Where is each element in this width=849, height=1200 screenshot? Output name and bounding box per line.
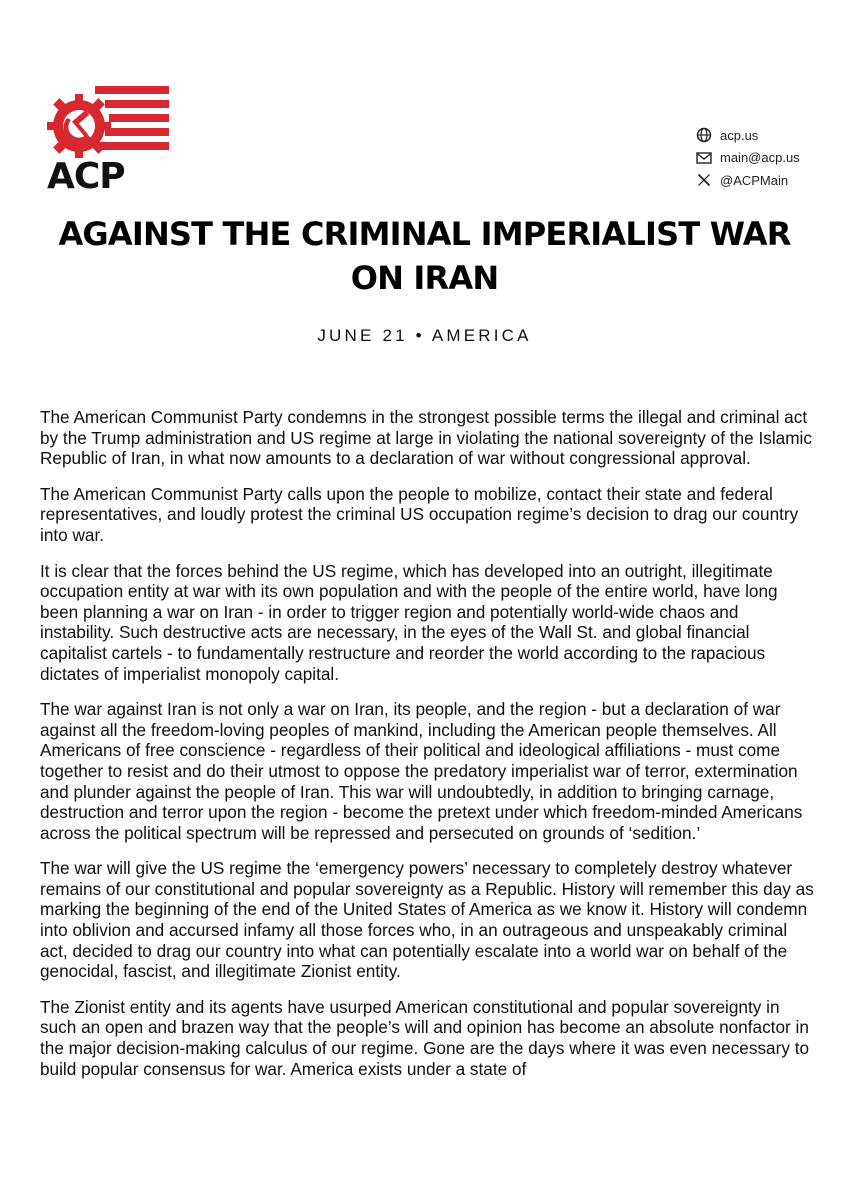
title-line-1: AGAINST THE CRIMINAL IMPERIALIST WAR xyxy=(58,215,791,253)
contact-email-text[interactable]: main@acp.us xyxy=(720,150,800,166)
page-title xyxy=(40,212,809,300)
contact-x[interactable] xyxy=(694,169,800,192)
paragraph: The war will give the US regime the ‘emergency powers’ necessary to completely destroy whatever remains of our constitutional and popular sovereignty as a Republic. History will remember this day as marking the beginning of the end of the United States of America as we know it. History will condemn into oblivion and accursed infamy all those forces who, in an outrageous and unspeakably criminal act, decided to drag our country into what can potentially escalate into a world war on behalf of the genocidal, fascist, and illegitimate Zionist entity. xyxy=(40,858,814,982)
paragraph: The Zionist entity and its agents have usurped American constitutional and popular sovereignty in such an open and brazen way that the people’s will and opinion has become an absolute nonfactor in the major decision-making calculus of our regime. Gone are the days where it was even necessary to build popular consensus for war. America exists under a state of xyxy=(40,996,810,1079)
x-logo-icon xyxy=(694,172,714,188)
acp-logo xyxy=(45,84,173,192)
paragraph: It is clear that the forces behind the US regime, which has developed into an outright, illegitimate occupation entity at war with its own population and with the people of the entire world, have long been planning a war on Iran - in order to trigger region and potentially world-wide chaos and instability. Such destructive acts are necessary, in the eyes of the Wall St. and global financial capitalist cartels - to fundamentally restructure and reorder the world according to the rapacious dictates of imperialist monopoly capital. xyxy=(40,560,778,684)
contact-website[interactable] xyxy=(694,124,800,147)
mail-icon xyxy=(694,150,714,166)
paragraph: The American Communist Party calls upon the people to mobilize, contact their state and federal representatives, and loudly protest the criminal US occupation regime’s decision to drag our country into war. xyxy=(40,483,799,545)
contact-block xyxy=(694,124,800,192)
title-line-2: ON IRAN xyxy=(350,259,499,297)
statement-body xyxy=(40,407,815,1094)
dateline: JUNE 21 • AMERICA xyxy=(317,326,532,345)
paragraph: The war against Iran is not only a war on Iran, its people, and the region - but a declaration of war against all the freedom-loving peoples of mankind, including the American people themselves. All Americans of free conscience - regardless of their political and ideological affiliations - must come together to resist and do their utmost to oppose the predatory imperialist war of terror, extermination and plunder against the people of Iran. This war will undoubtedly, in addition to bringing carnage, destruction and terror upon the region - become the pretext under which freedom-minded Americans across the political spectrum will be repressed and persecuted on grounds of ‘sedition.’ xyxy=(40,699,803,843)
paragraph: The American Communist Party condemns in the strongest possible terms the illegal and criminal act by the Trump administration and US regime at large in violating the national sovereignty of the Islamic Republic of Iran, in what now amounts to a declaration of war without congressional approval. xyxy=(40,407,812,469)
contact-email[interactable] xyxy=(694,147,800,170)
svg-text:ACP: ACP xyxy=(47,156,125,192)
globe-icon xyxy=(694,127,714,143)
contact-x-text[interactable]: @ACPMain xyxy=(720,172,789,188)
contact-website-text[interactable]: acp.us xyxy=(720,127,759,143)
